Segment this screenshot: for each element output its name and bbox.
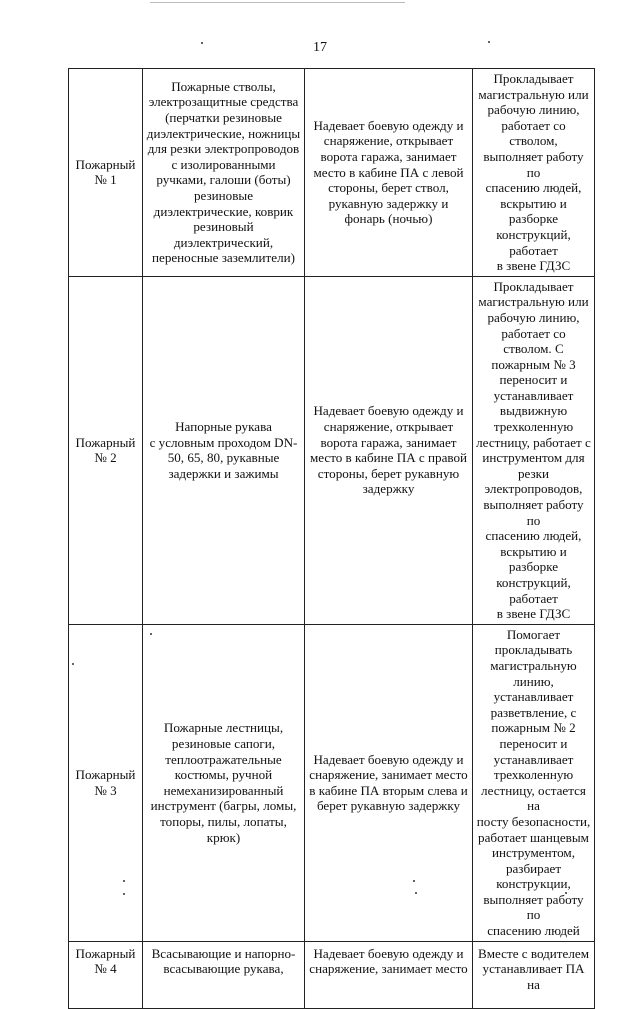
actions-cell [473,276,595,624]
actions-cell [473,624,595,941]
role-text: Пожарный № 1 [75,156,136,188]
equipment-cell [143,624,305,941]
preparation-cell [305,69,473,277]
preparation-text: Надевает боевую одежду и снаряжение, занимает место [309,945,468,977]
equipment-cell [143,276,305,624]
actions-text: Помогает прокладывать магистральную линию, устанавливает разветвление, с пожарным № 2 переносит и устанавливает трехколенную лестницу, остается на посту безопасности, работает шанцевым инструментом, разбирает конструкции, выполняет работу по спасению людей [476,626,591,939]
table-row [69,941,595,1008]
role-text: Пожарный № 3 [75,767,136,798]
role-cell [69,941,143,1008]
equipment-text: Пожарные лестницы, резиновые сапоги, теплоотражательные костюмы, ручной немеханизированный инструмент (багры, ломы, топоры, пилы, лопаты, крюк) [150,720,297,845]
role-text: Пожарный № 2 [75,434,136,466]
preparation-text: Надевает боевую одежду и снаряжение, открывает ворота гаража, занимает место в кабине ПА с левой стороны, берет ствол, рукавную задержку и фонарь (ночью) [313,117,464,227]
duty-table [68,68,595,1009]
role-cell [69,69,143,277]
preparation-text: Надевает боевую одежду и снаряжение, занимает место в кабине ПА вторым слева и берет рукавную задержку [309,751,468,814]
scan-speck [201,42,203,44]
actions-text: Вместе с водителем устанавливает ПА на [478,945,589,992]
equipment-cell [143,69,305,277]
actions-cell [473,941,595,1008]
preparation-text: Надевает боевую одежду и снаряжение, открывает ворота гаража, занимает место в кабине ПА с правой стороны, берет рукавную задержку [309,403,468,497]
preparation-cell [305,276,473,624]
actions-cell [473,69,595,277]
table-row [69,69,595,277]
actions-text: Прокладывает магистральную или рабочую линию, работает со стволом, выполняет работу по спасению людей, вскрытию и разборке конструкций, работает в звене ГДЗС [478,71,589,274]
table-row [69,276,595,624]
preparation-cell [305,624,473,941]
role-cell [69,624,143,941]
top-edge-line [150,2,405,3]
scan-speck [488,41,490,43]
actions-text: Прокладывает магистральную или рабочую линию, работает со стволом. С пожарным № 3 переносит и устанавливает выдвижную трехколенную лестницу, работает с инструментом для резки электропроводов, выполняет работу по спасению людей, вскрытию и разборке конструкций, работает в звене ГДЗС [476,278,591,622]
equipment-text: Пожарные стволы, электрозащитные средства (перчатки резиновые диэлектрические, ножницы для резки электропроводов с изолированными ручками, галоши (боты) резиновые диэлектрические, коврик резиновый диэлектрический, переносные заземлители) [146,78,301,266]
role-text: Пожарный № 4 [75,945,136,977]
page-number: 17 [313,40,327,55]
role-cell [69,276,143,624]
preparation-cell [305,941,473,1008]
equipment-cell [143,941,305,1008]
table-row [69,624,595,941]
equipment-text: Всасывающие и напорно- всасывающие рукава, [151,945,296,977]
equipment-text: Напорные рукава с условным проходом DN- 50, 65, 80, рукавные задержки и зажимы [149,419,298,481]
